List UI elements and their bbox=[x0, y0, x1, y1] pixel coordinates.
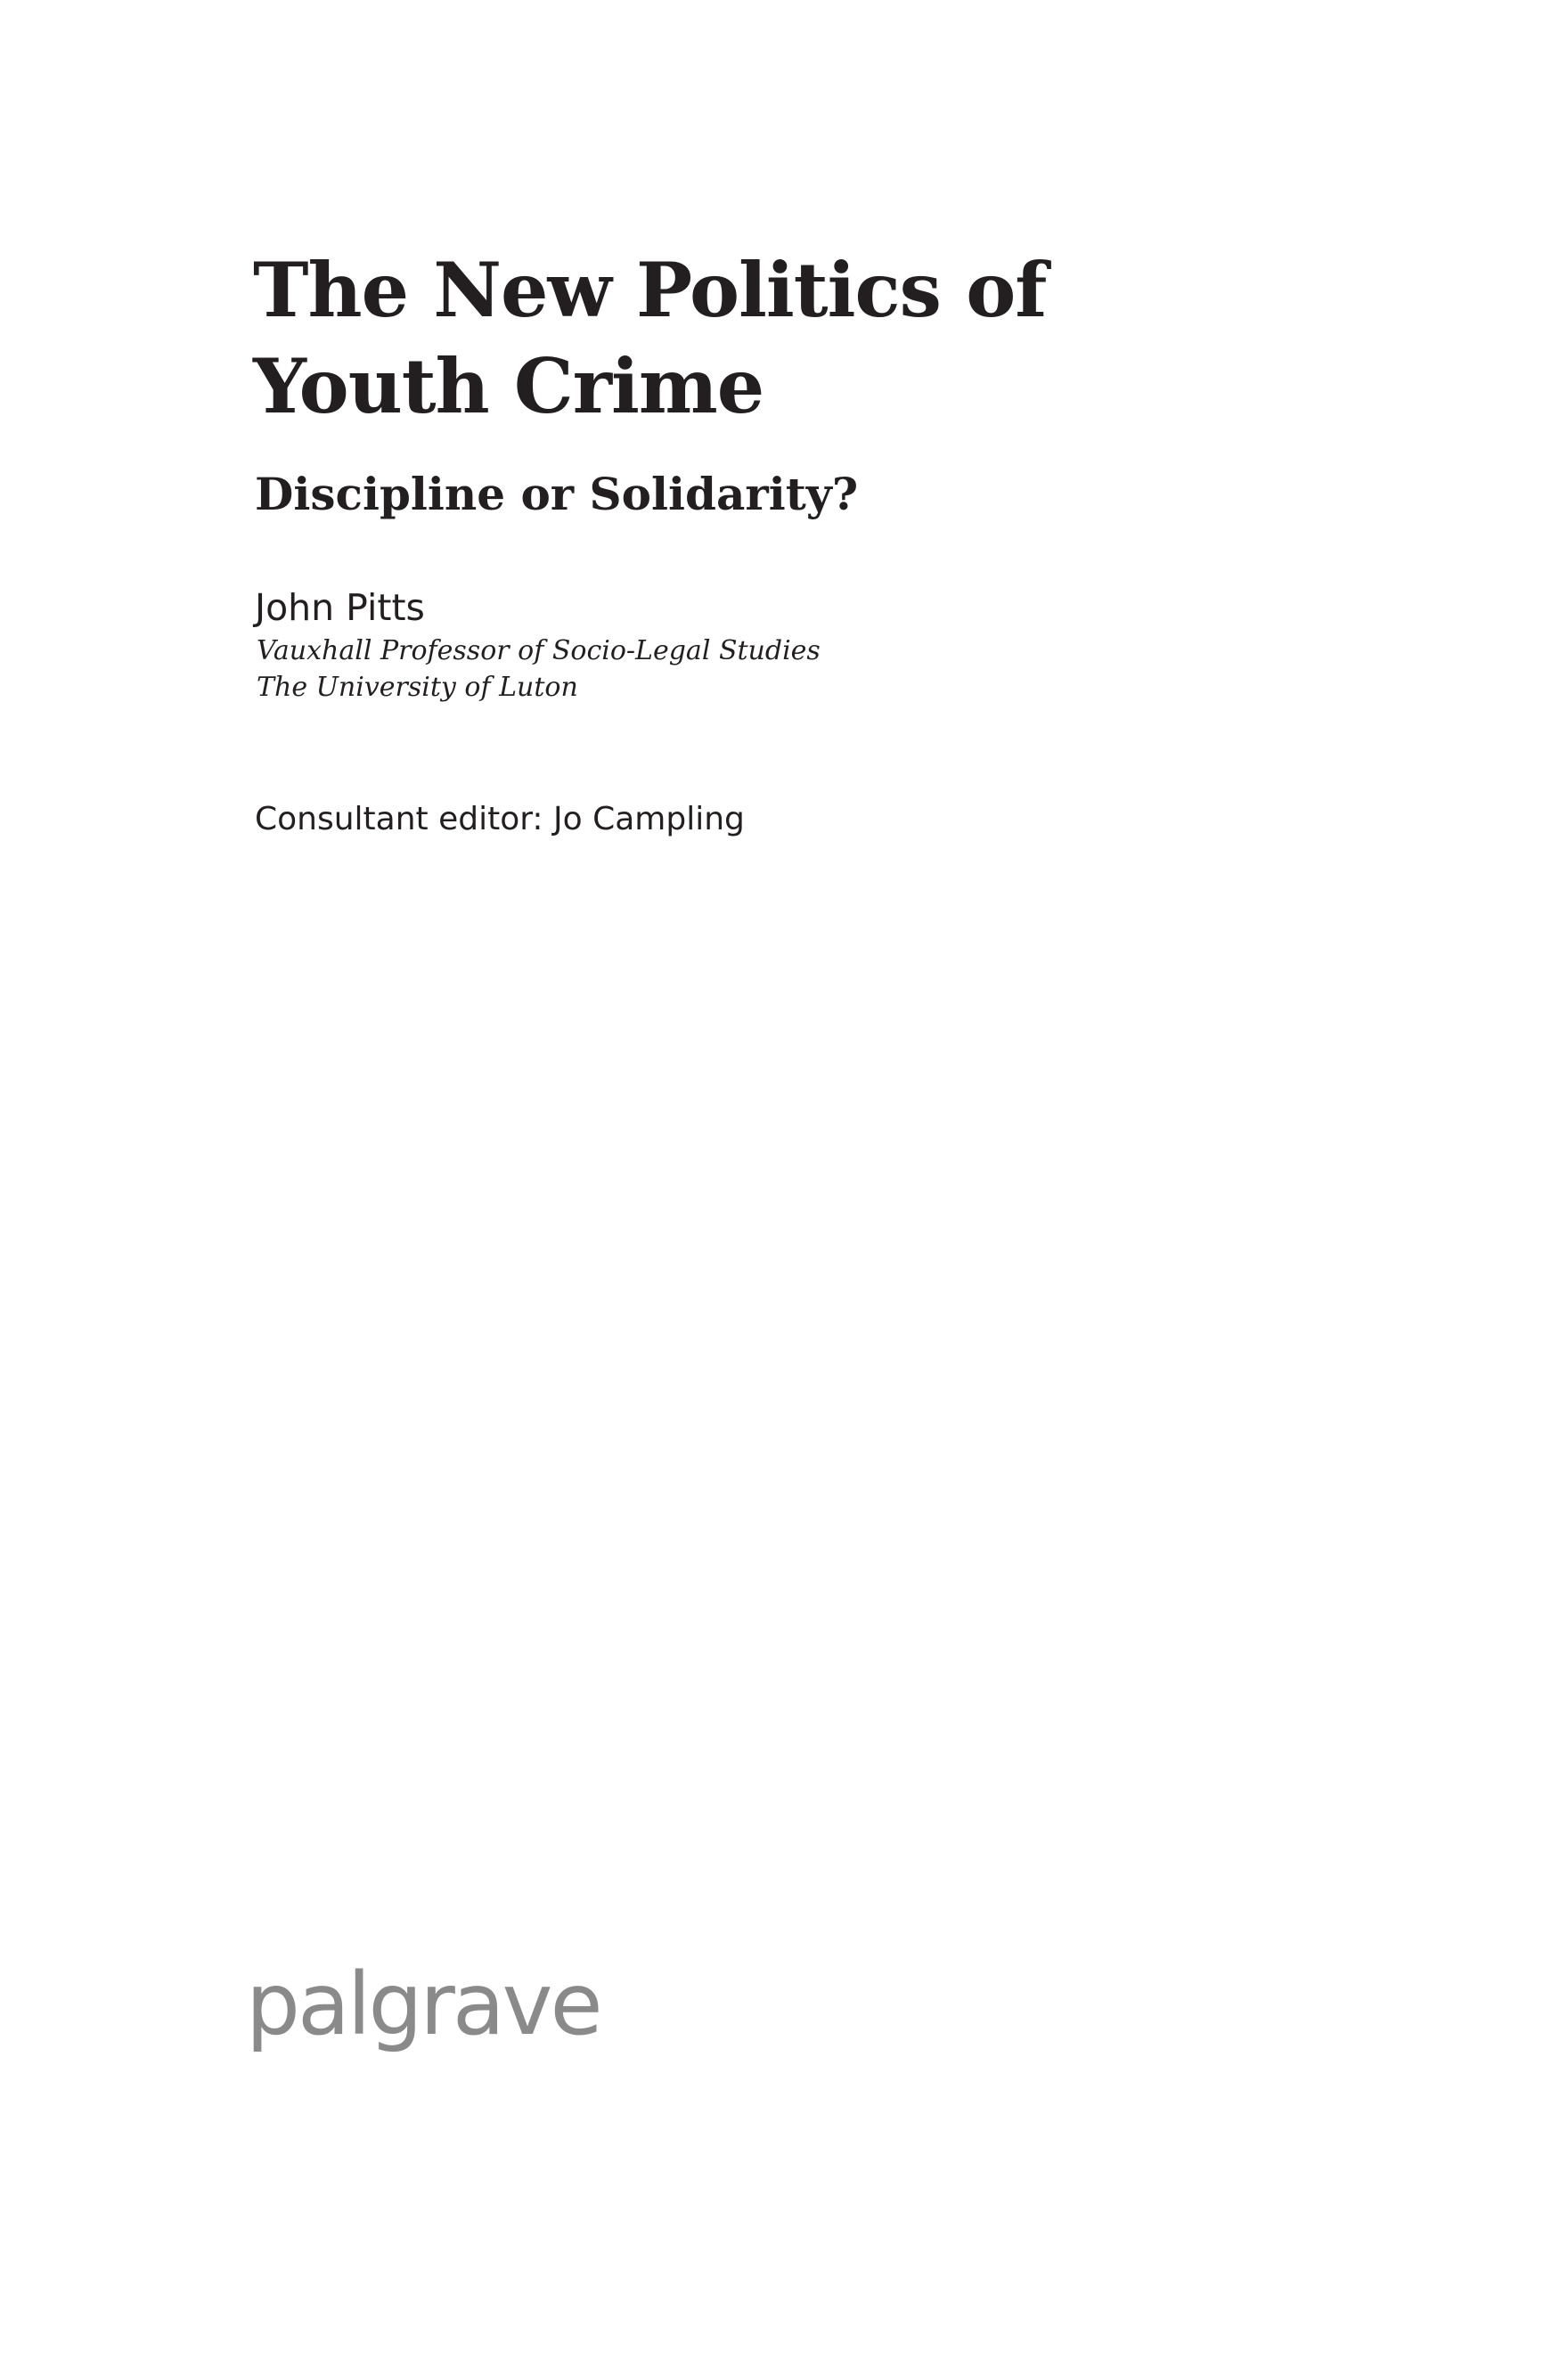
book-title-line-1: The New Politics of bbox=[253, 246, 1047, 334]
consultant-editor: Consultant editor: Jo Campling bbox=[255, 801, 745, 837]
author-name: John Pitts bbox=[255, 586, 425, 629]
book-subtitle: Discipline or Solidarity? bbox=[255, 468, 859, 520]
book-title-line-2: Youth Crime bbox=[253, 342, 764, 430]
palgrave-logo bbox=[246, 1964, 602, 2062]
palgrave-logo-text: palgrave bbox=[246, 1964, 600, 2054]
author-affiliation-title: Vauxhall Professor of Socio-Legal Studies bbox=[257, 635, 821, 666]
author-affiliation-institution: The University of Luton bbox=[257, 672, 578, 703]
book-title bbox=[253, 242, 1046, 435]
